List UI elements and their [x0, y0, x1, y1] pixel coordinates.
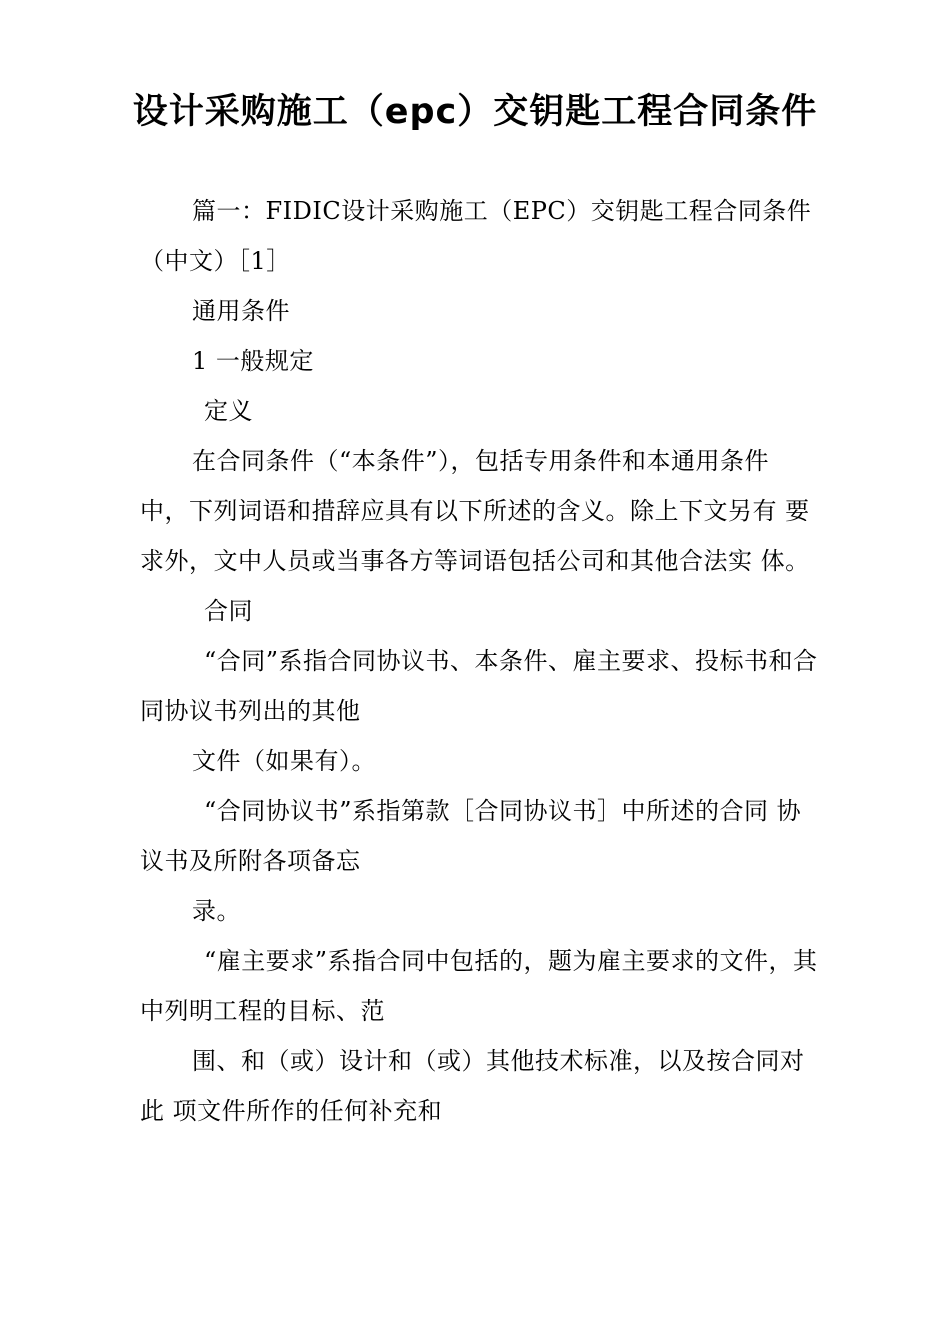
- paragraph-contract-documents: 文件（如果有）。: [192, 747, 376, 775]
- subheading-definitions: 定义: [204, 397, 253, 425]
- paragraph-definitions: 在合同条件（“本条件”），包括专用条件和本通用条件 中，下列词语和措辞应具有以下所述的含义。除上下文另有 要求外，文中人员或当事各方等词语包括公司和其他合法实 体。: [140, 447, 810, 575]
- subheading-contract: 合同: [204, 597, 253, 625]
- paragraph-employer-requirements: “雇主要求”系指合同中包括的，题为雇主要求的文件，其中列明工程的目标、范: [140, 947, 818, 1025]
- section-heading-general-provisions: 1 一般规定: [192, 347, 314, 375]
- paragraph-intro: 篇一：FIDIC设计采购施工（EPC）交钥匙工程合同条件（中文）［1］: [140, 197, 812, 275]
- document-title: 设计采购施工（epc）交钥匙工程合同条件: [132, 92, 818, 132]
- paragraph-memoranda: 录。: [192, 897, 241, 925]
- paragraph-contract-agreement: “合同协议书”系指第款［合同协议书］中所述的合同 协议书及所附各项备忘: [140, 797, 802, 875]
- paragraph-contract-definition: “合同”系指合同协议书、本条件、雇主要求、投标书和合同协议书列出的其他: [140, 647, 818, 725]
- section-heading-general-conditions: 通用条件: [192, 297, 290, 325]
- paragraph-scope: 围、和（或）设计和（或）其他技术标准，以及按合同对此 项文件所作的任何补充和: [140, 1047, 805, 1125]
- document-body: [140, 186, 820, 1136]
